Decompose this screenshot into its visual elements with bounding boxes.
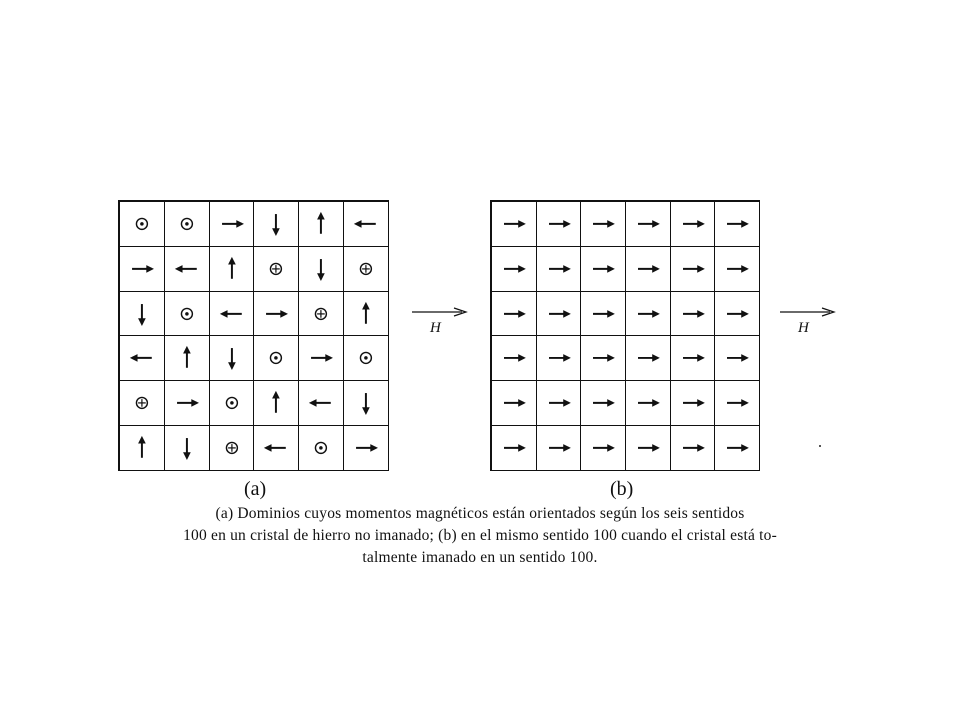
moment-right-icon [715,426,759,470]
grid-b-cell-2-5 [715,292,760,337]
grid-b-cell-4-2 [581,381,626,426]
grid-a-cell-2-2 [210,292,255,337]
grid-b-cell-2-1 [537,292,582,337]
moment-right-icon [671,247,715,291]
moment-up-icon [299,202,343,246]
moment-cross-icon [254,247,298,291]
moment-up-icon [344,292,388,336]
moment-up-icon [210,247,254,291]
grid-a-cell-3-0 [120,336,165,381]
grid-b-cell-4-5 [715,381,760,426]
grid-b-cell-2-2 [581,292,626,337]
grid-a-cell-0-2 [210,202,255,247]
grid-a-cell-5-1 [165,426,210,471]
grid-b-cell-4-1 [537,381,582,426]
moment-down-icon [299,247,343,291]
moment-dot-icon [120,202,164,246]
grid-a-cell-5-0 [120,426,165,471]
moment-right-icon [671,336,715,380]
grid-b-cell-3-5 [715,336,760,381]
moment-right-icon [626,336,670,380]
moment-right-icon [492,292,536,336]
moment-right-icon [671,292,715,336]
grid-b-cell-3-0 [492,336,537,381]
grid-b-cell-5-3 [626,426,671,471]
grid-a-cell-3-2 [210,336,255,381]
moment-right-icon [537,247,581,291]
grid-a-cell-3-5 [344,336,389,381]
moment-right-icon [492,426,536,470]
moment-right-icon [715,247,759,291]
grid-b-cell-3-3 [626,336,671,381]
moment-right-icon [671,381,715,425]
moment-right-icon [537,426,581,470]
caption-line-1: (a) Dominios cuyos momentos magnéticos están orientados según los seis sentidos [215,505,745,522]
field-label-b: H [798,320,809,336]
grid-a-cell-5-2 [210,426,255,471]
grid-b-cell-0-0 [492,202,537,247]
moment-cross-icon [344,247,388,291]
panel-label-b: (b) [610,478,634,500]
moment-dot-icon [254,336,298,380]
grid-a-cell-3-4 [299,336,344,381]
grid-a-cell-5-3 [254,426,299,471]
moment-up-icon [254,381,298,425]
grid-b-cell-1-1 [537,247,582,292]
moment-right-icon [626,381,670,425]
grid-a-cell-0-1 [165,202,210,247]
moment-right-icon [581,247,625,291]
caption-line-2: 100 en un cristal de hierro no imanado; (b) en el mismo sentido 100 cuando el cristal está to- [183,527,777,544]
grid-b-cell-1-3 [626,247,671,292]
moment-right-icon [626,426,670,470]
moment-right-icon [120,247,164,291]
grid-b-cell-0-3 [626,202,671,247]
moment-right-icon [581,292,625,336]
domain-grid-b [490,200,760,471]
moment-right-icon [165,381,209,425]
grid-b-cell-1-2 [581,247,626,292]
grid-a-cell-1-3 [254,247,299,292]
moment-right-icon [671,426,715,470]
figure-caption [40,503,920,569]
grid-b-cell-3-1 [537,336,582,381]
moment-left-icon [344,202,388,246]
grid-a-cell-1-2 [210,247,255,292]
field-label-a: H [430,320,441,336]
moment-right-icon [492,202,536,246]
grid-a-cell-4-0 [120,381,165,426]
domain-grid-a [118,200,389,471]
moment-right-icon [492,336,536,380]
moment-dot-icon [299,426,343,470]
moment-up-icon [120,426,164,470]
moment-dot-icon [210,381,254,425]
grid-b-cell-0-2 [581,202,626,247]
moment-up-icon [165,336,209,380]
moment-right-icon [537,381,581,425]
caption-line-3: talmente imanado en un sentido 100. [362,549,598,566]
grid-b-cell-5-1 [537,426,582,471]
moment-right-icon [715,381,759,425]
moment-right-icon [715,292,759,336]
grid-b-cell-5-0 [492,426,537,471]
moment-right-icon [344,426,388,470]
moment-right-icon [626,292,670,336]
moment-right-icon [537,336,581,380]
moment-dot-icon [165,292,209,336]
panel-label-a: (a) [244,478,267,500]
grid-b-cell-1-5 [715,247,760,292]
stray-mark [819,445,821,447]
moment-right-icon [537,292,581,336]
grid-a-cell-4-1 [165,381,210,426]
field-arrow-a [410,302,470,342]
moment-right-icon [581,202,625,246]
moment-right-icon [254,292,298,336]
grid-a-cell-1-1 [165,247,210,292]
moment-right-icon [671,202,715,246]
grid-a-cell-4-3 [254,381,299,426]
moment-down-icon [344,381,388,425]
moment-cross-icon [120,381,164,425]
grid-a-cell-4-5 [344,381,389,426]
grid-a-cell-5-4 [299,426,344,471]
grid-b-cell-2-4 [671,292,716,337]
field-arrow-b-icon [778,302,838,322]
grid-a-cell-1-4 [299,247,344,292]
moment-cross-icon [299,292,343,336]
moment-down-icon [254,202,298,246]
grid-a-cell-1-0 [120,247,165,292]
moment-right-icon [581,336,625,380]
grid-a-cell-2-0 [120,292,165,337]
moment-right-icon [210,202,254,246]
moment-right-icon [626,247,670,291]
grid-b-cell-3-4 [671,336,716,381]
grid-a-cell-2-4 [299,292,344,337]
grid-b-cell-1-0 [492,247,537,292]
grid-a-cell-0-0 [120,202,165,247]
grid-b-cell-3-2 [581,336,626,381]
moment-right-icon [581,381,625,425]
grid-a-cell-2-1 [165,292,210,337]
grid-a-cell-3-1 [165,336,210,381]
moment-right-icon [299,336,343,380]
grid-a-cell-2-5 [344,292,389,337]
grid-b-cell-4-0 [492,381,537,426]
moment-right-icon [492,247,536,291]
moment-right-icon [537,202,581,246]
moment-dot-icon [165,202,209,246]
grid-a-cell-0-3 [254,202,299,247]
grid-b-cell-5-4 [671,426,716,471]
moment-dot-icon [344,336,388,380]
grid-a-cell-0-5 [344,202,389,247]
moment-cross-icon [210,426,254,470]
grid-a-cell-1-5 [344,247,389,292]
grid-a-cell-5-5 [344,426,389,471]
grid-b-cell-0-4 [671,202,716,247]
moment-down-icon [165,426,209,470]
grid-b-cell-0-5 [715,202,760,247]
grid-b-cell-2-3 [626,292,671,337]
grid-b-cell-5-5 [715,426,760,471]
grid-b-cell-2-0 [492,292,537,337]
grid-a-cell-4-2 [210,381,255,426]
moment-right-icon [626,202,670,246]
moment-left-icon [120,336,164,380]
moment-right-icon [581,426,625,470]
field-arrow-a-icon [410,302,470,322]
grid-b-cell-5-2 [581,426,626,471]
grid-b-cell-4-3 [626,381,671,426]
moment-right-icon [715,202,759,246]
moment-left-icon [254,426,298,470]
grid-a-cell-0-4 [299,202,344,247]
grid-a-cell-4-4 [299,381,344,426]
moment-left-icon [210,292,254,336]
moment-right-icon [715,336,759,380]
moment-down-icon [210,336,254,380]
moment-right-icon [492,381,536,425]
grid-b-cell-1-4 [671,247,716,292]
field-arrow-b [778,302,838,342]
grid-a-cell-2-3 [254,292,299,337]
grid-a-cell-3-3 [254,336,299,381]
grid-b-cell-4-4 [671,381,716,426]
grid-b-cell-0-1 [537,202,582,247]
moment-left-icon [165,247,209,291]
moment-left-icon [299,381,343,425]
moment-down-icon [120,292,164,336]
